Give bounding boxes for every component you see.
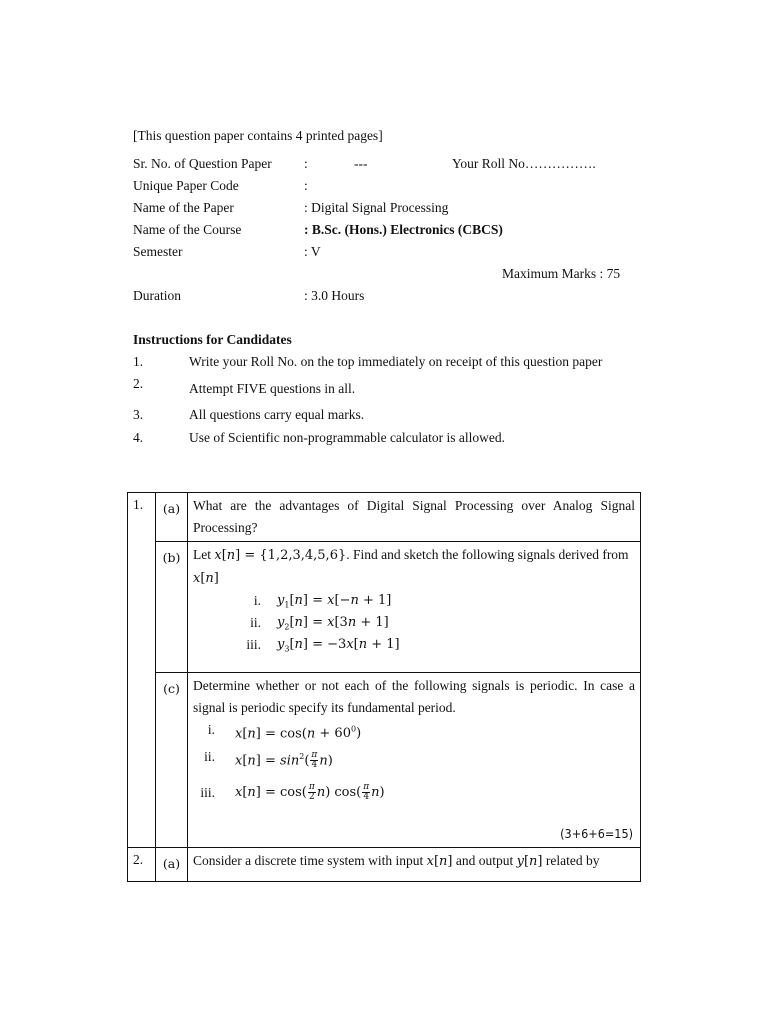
- question-1c-text: Determine whether or not each of the following signals is periodic. In case a signal is periodic specify its fundamental period.: [193, 678, 635, 715]
- max-marks: Maximum Marks : 75: [502, 266, 621, 281]
- list-item: i. $y_1[n] = x[-n + 1]$: [253, 593, 392, 610]
- instruction-text: All questions carry equal marks.: [189, 407, 365, 422]
- list-item: ii. $x[n] = \sin^2$( $\frac{\pi}{4}$ n): [204, 749, 333, 771]
- question-1a-text: What are the advantages of Digital Signal Processing over Analog Signal Processing?: [188, 493, 641, 542]
- table-row: [128, 542, 641, 673]
- semester-label: Semester: [133, 244, 183, 259]
- question-2a: Consider a discrete time system with input x[n] and output y[n] related by: [188, 848, 641, 882]
- paper-code-value: :: [304, 178, 308, 193]
- sr-no-value: ---: [354, 156, 368, 171]
- question-1c: [188, 673, 641, 848]
- instruction-number: 2.: [133, 376, 144, 391]
- instruction-number: 4.: [133, 430, 144, 445]
- list-item: ii. $y_2[n] = x[3n + 1]$: [250, 615, 389, 632]
- table-row: [128, 848, 641, 882]
- instruction-number: 1.: [133, 354, 144, 369]
- pages-note: [This question paper contains 4 printed pages]: [133, 128, 383, 143]
- part-label: (a): [156, 493, 188, 542]
- list-item: iii. $y_3[n] = -3x[n + 1]$: [246, 637, 400, 654]
- list-item: iii. x[n] = cos( $\frac{\pi}{2}$ n) cos( $\frac{\pi}{4}$ n): [200, 782, 385, 802]
- paper-name-value: : Digital Signal Processing: [304, 200, 449, 215]
- duration-label: Duration: [133, 288, 181, 303]
- semester-value: : V: [304, 244, 321, 259]
- sr-no-colon: :: [304, 156, 308, 171]
- course-value: : B.Sc. (Hons.) Electronics (CBCS): [304, 222, 503, 237]
- table-row: [128, 493, 641, 542]
- instruction-text: Write your Roll No. on the top immediately on receipt of this question paper: [189, 354, 603, 369]
- instructions-title: Instructions for Candidates: [133, 332, 292, 347]
- list-item: i. $x[n] = \cos(n + 60^0)$: [207, 722, 362, 742]
- question-1b-intro-pre: Let: [193, 547, 211, 562]
- part-label: (c): [156, 673, 188, 848]
- course-label: Name of the Course: [133, 222, 242, 237]
- instruction-text: Use of Scientific non-programmable calculator is allowed.: [189, 430, 506, 445]
- question-1b: Let x[n] = {1,2,3,4,5,6}. Find and sketch the following signals derived from x[n] i. $y_1[n] = x[-n + 1]$ ii. $y_2[n] = x[3n + 1]$ iii. $y_3[n] = -3x[n + 1]$: [188, 542, 641, 673]
- instruction-text: Attempt FIVE questions in all.: [189, 381, 356, 396]
- table-row: [128, 673, 641, 848]
- part-label: (a): [156, 848, 188, 882]
- paper-code-label: Unique Paper Code: [133, 178, 239, 193]
- marks-note: (3+6+6=15): [560, 826, 633, 841]
- question-table: [127, 492, 641, 882]
- roll-no: Your Roll No…………….: [452, 156, 596, 171]
- duration-value: : 3.0 Hours: [304, 288, 365, 303]
- paper-name-label: Name of the Paper: [133, 200, 234, 215]
- part-label: (b): [156, 542, 188, 673]
- question-number: 2.: [128, 848, 156, 882]
- question-number: 1.: [128, 493, 156, 848]
- sr-no-label: Sr. No. of Question Paper: [133, 156, 272, 171]
- instruction-number: 3.: [133, 407, 144, 422]
- question-1b-intro-post: . Find and sketch the following signals derived from: [346, 547, 629, 562]
